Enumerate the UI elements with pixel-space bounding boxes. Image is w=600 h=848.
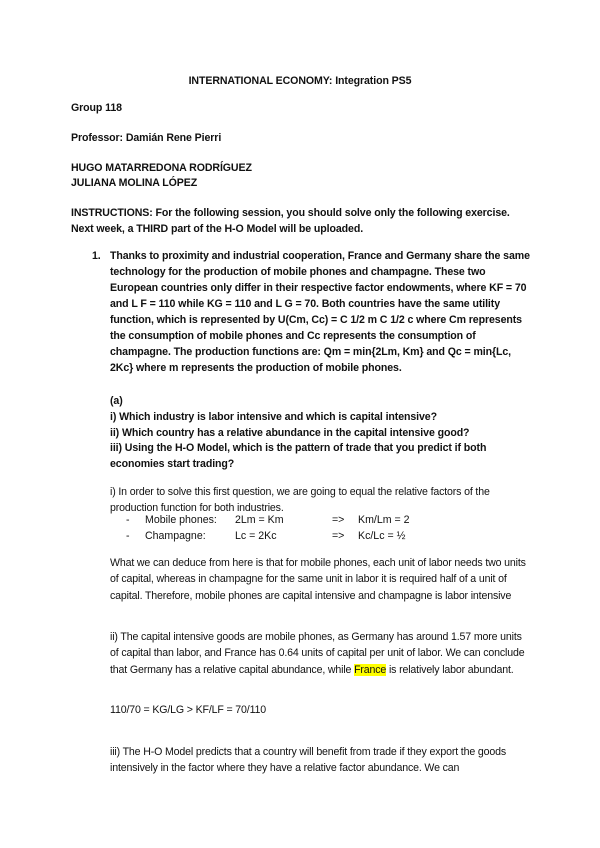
answer-ii-text-end: is relatively labor abundant.	[386, 663, 514, 676]
instructions-text: INSTRUCTIONS: For the following session, you should solve only the following exercise. Next week, a THIRD part of the H-O Model will be uploaded.	[71, 207, 510, 235]
bullet-ratio: Kc/Lc = ½	[358, 530, 406, 542]
answer-ii-paragraph	[110, 629, 530, 678]
bullet-arrow: =>	[332, 530, 345, 542]
professor-label: Professor: Damián Rene Pierri	[71, 132, 222, 144]
question-2: ii) Which country has a relative abundance in the capital intensive good?	[110, 427, 470, 439]
author-1: HUGO MATARREDONA RODRÍGUEZ	[71, 162, 252, 174]
bullet-label: Mobile phones:	[145, 514, 217, 526]
author-2: JULIANA MOLINA LÓPEZ	[71, 177, 198, 189]
ratio-inequality: 110/70 = KG/LG > KF/LF = 70/110	[110, 704, 267, 716]
deduction-paragraph: What we can deduce from here is that for mobile phones, each unit of labor needs two units of capital, whereas in champagne for the same unit in labor it is required half of a unit of capital. Therefore, mobile phones are capital intensive and champagne is labor intensive	[110, 557, 526, 602]
bullet-ratio: Km/Lm = 2	[358, 514, 410, 526]
bullet-equation: Lc = 2Kc	[235, 530, 277, 542]
question-1: i) Which industry is labor intensive and which is capital intensive?	[110, 411, 437, 423]
bullet-dash: -	[126, 530, 130, 542]
bullet-equation: 2Lm = Km	[235, 514, 284, 526]
document-title: INTERNATIONAL ECONOMY: Integration PS5	[188, 75, 412, 87]
group-label: Group 118	[71, 102, 122, 114]
part-label: (a)	[110, 395, 123, 407]
answer-intro: i) In order to solve this first question, we are going to equal the relative factors of the production function for both industries.	[110, 486, 490, 515]
question-3: iii) Using the H-O Model, which is the pattern of trade that you predict if both economies start trading?	[110, 442, 487, 470]
exercise-statement: Thanks to proximity and industrial cooperation, France and Germany share the same technology for the production of mobile phones and champagne. These two European countries only differ in their respective factor endowments, where KF = 70 and L F = 110 while KG = 110 and L G = 70. Both countries have the same utility function, which is represented by U(Cm, Cc) = C 1/2 m C 1/2 c where Cm represents the consumption of mobile phones and Cc represents the consumption of champagne. The production functions are: Qm = min{2Lm, Km} and Qc = min{Lc, 2Kc} where m represents the production of mobile phones.	[110, 250, 530, 374]
exercise-number: 1.	[92, 250, 101, 262]
answer-ii-text: ii) The capital intensive goods are mobile phones, as Germany has around 1.57 more units of capital than labor, and France has 0.64 units of capital per unit of labor. We can conclude that Germany has a relative capital abundance, while	[110, 631, 525, 676]
answer-iii-paragraph: iii) The H-O Model predicts that a country will benefit from trade if they export the goods intensively in the factor where they have a relative factor abundance. We can	[110, 746, 506, 775]
bullet-dash: -	[126, 514, 130, 526]
bullet-label: Champagne:	[145, 530, 206, 542]
highlighted-france: France	[354, 663, 387, 676]
bullet-arrow: =>	[332, 514, 345, 526]
